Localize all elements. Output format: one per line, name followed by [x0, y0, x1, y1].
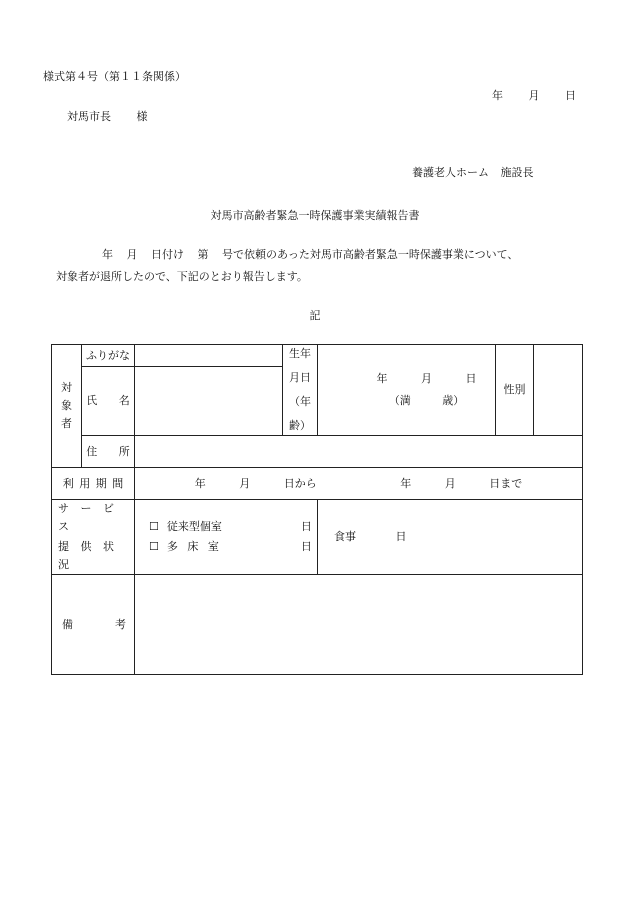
- name-label: 氏 名: [82, 367, 135, 436]
- body-text-line-2: 対象者が退所したので、下記のとおり報告します。: [56, 270, 308, 283]
- period-to: 年 月 日まで: [400, 476, 523, 490]
- body-text-line-1: 年 月 日付け 第 号で依頼のあった対馬市高齢者緊急一時保護事業について、: [102, 248, 519, 261]
- furigana-field[interactable]: [135, 345, 283, 367]
- furigana-label: ふりがな: [82, 345, 135, 367]
- form-number: 様式第４号（第１１条関係）: [43, 70, 186, 83]
- multi-bed-day-unit: 日: [300, 540, 312, 553]
- private-room-day-unit: 日: [300, 520, 312, 533]
- subject-label: 対 象 者: [52, 345, 82, 468]
- usage-period-field[interactable]: [135, 468, 583, 500]
- checkbox-icon[interactable]: ☐: [149, 540, 159, 553]
- document-title: 対馬市高齢者緊急一時保護事業実績報告書: [210, 209, 420, 222]
- report-date: 年 月 日: [492, 89, 576, 102]
- service-option-private-room: 従来型個室: [166, 520, 222, 533]
- ki-heading: 記: [309, 309, 321, 322]
- service-option-multi-bed-room: 多 床 室: [166, 540, 219, 553]
- age-text: （満 歳）: [388, 394, 465, 407]
- address-label: 住 所: [82, 436, 135, 468]
- usage-period-label: 利 用 期 間: [52, 468, 135, 500]
- report-table: [51, 344, 583, 675]
- address-field[interactable]: [135, 436, 583, 468]
- period-from: 年 月 日から: [194, 476, 317, 490]
- service-room-options: [135, 500, 318, 575]
- birth-date-label: 生年 月日 （年 齢）: [283, 345, 318, 436]
- birth-date-field[interactable]: [318, 345, 496, 436]
- service-status-label: サ ー ビ ス 提 供 状 況: [52, 500, 135, 575]
- gender-field[interactable]: [534, 345, 583, 436]
- remarks-field[interactable]: [135, 575, 583, 675]
- addressee: 対馬市長 様: [67, 110, 148, 123]
- sender: 養護老人ホーム 施設長: [412, 166, 534, 179]
- birth-date-text: 年 月 日: [376, 372, 477, 385]
- name-field[interactable]: [135, 367, 283, 436]
- meal-text: 食事 日: [334, 530, 407, 543]
- remarks-label: 備 考: [52, 575, 135, 675]
- checkbox-icon[interactable]: ☐: [149, 520, 159, 533]
- meal-field[interactable]: [318, 500, 583, 575]
- gender-label: 性別: [496, 345, 534, 436]
